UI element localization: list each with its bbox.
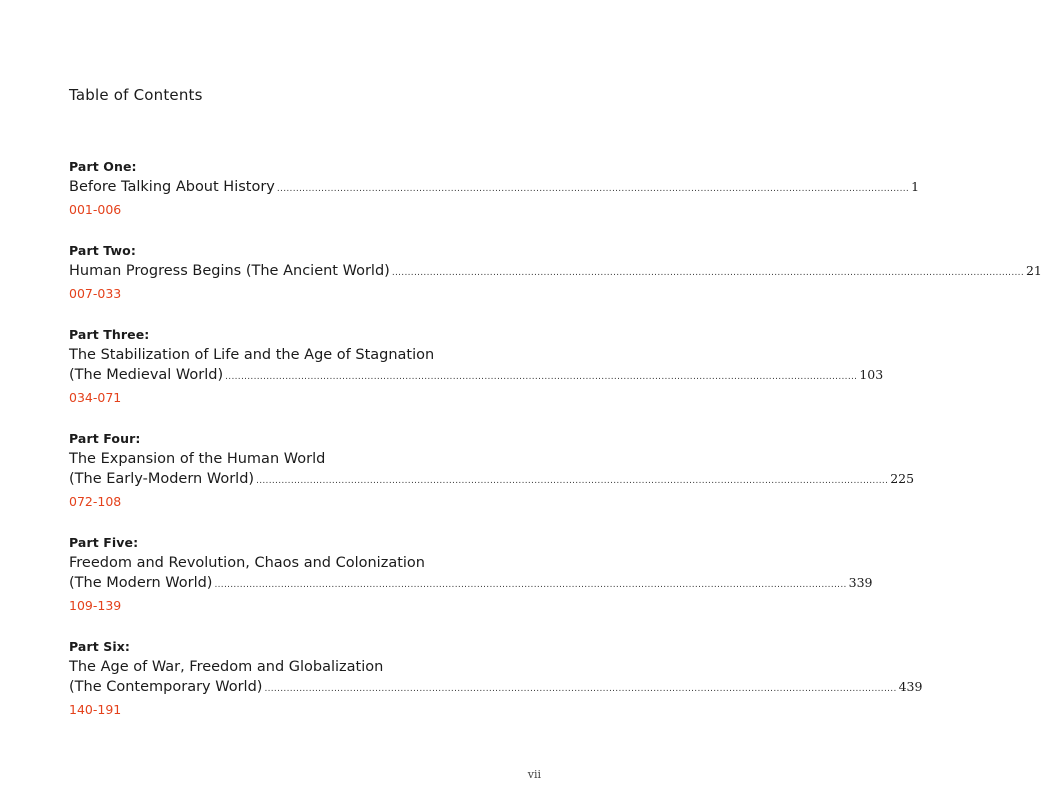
section-range: 072-108 — [69, 494, 122, 509]
dot-leader: ........................................................................................................................................................................................................ — [276, 184, 910, 194]
toc-part-three — [69, 324, 884, 409]
toc-part-five — [69, 532, 873, 617]
toc-entry[interactable] — [69, 261, 1042, 281]
part-label: Part One: — [69, 159, 137, 174]
page-title: Table of Contents — [69, 86, 203, 104]
section-range: 140-191 — [69, 702, 122, 717]
chapter-subtitle: (The Medieval World) — [69, 367, 224, 383]
chapter-title-line: The Expansion of the Human World — [69, 451, 326, 467]
toc-part-two — [69, 240, 1042, 305]
page-number: 439 — [898, 679, 923, 694]
toc-entry[interactable] — [69, 177, 920, 197]
dot-leader: ........................................................................................................................................................................................................ — [214, 580, 847, 590]
chapter-subtitle: (The Contemporary World) — [69, 679, 263, 695]
chapter-subtitle: (The Early-Modern World) — [69, 471, 255, 487]
page-number: 1 — [911, 179, 920, 194]
toc-entry[interactable] — [69, 677, 923, 697]
section-range: 109-139 — [69, 598, 122, 613]
part-label: Part Two: — [69, 243, 136, 258]
section-range: 001-006 — [69, 202, 122, 217]
page-number: 103 — [859, 367, 884, 382]
dot-leader: ........................................................................................................................................................................................................ — [256, 476, 889, 486]
part-label: Part Six: — [69, 639, 131, 654]
page-folio: vii — [527, 768, 541, 781]
dot-leader: ........................................................................................................................................................................................................ — [264, 684, 897, 694]
part-label: Part Four: — [69, 431, 141, 446]
chapter-title-line: The Stabilization of Life and the Age of Stagnation — [69, 347, 435, 363]
table-of-contents — [69, 156, 1042, 740]
toc-entry[interactable] — [69, 573, 873, 593]
chapter-title-line: The Age of War, Freedom and Globalization — [69, 659, 384, 675]
toc-part-six — [69, 636, 923, 721]
chapter-title-line: Freedom and Revolution, Chaos and Colonization — [69, 555, 425, 571]
chapter-title: Before Talking About History — [69, 179, 275, 195]
page-number: 21 — [1025, 263, 1042, 278]
toc-entry[interactable] — [69, 365, 884, 385]
chapter-subtitle: (The Modern World) — [69, 575, 213, 591]
section-range: 007-033 — [69, 286, 122, 301]
part-label: Part Five: — [69, 535, 139, 550]
chapter-title: Human Progress Begins (The Ancient World) — [69, 263, 390, 279]
part-label: Part Three: — [69, 327, 150, 342]
section-range: 034-071 — [69, 390, 122, 405]
page-number: 339 — [848, 575, 873, 590]
dot-leader: ........................................................................................................................................................................................................ — [391, 268, 1024, 278]
page-number: 225 — [890, 471, 915, 486]
toc-entry[interactable] — [69, 469, 915, 489]
toc-part-four — [69, 428, 915, 513]
toc-part-one — [69, 156, 920, 221]
dot-leader: ........................................................................................................................................................................................................ — [225, 372, 858, 382]
